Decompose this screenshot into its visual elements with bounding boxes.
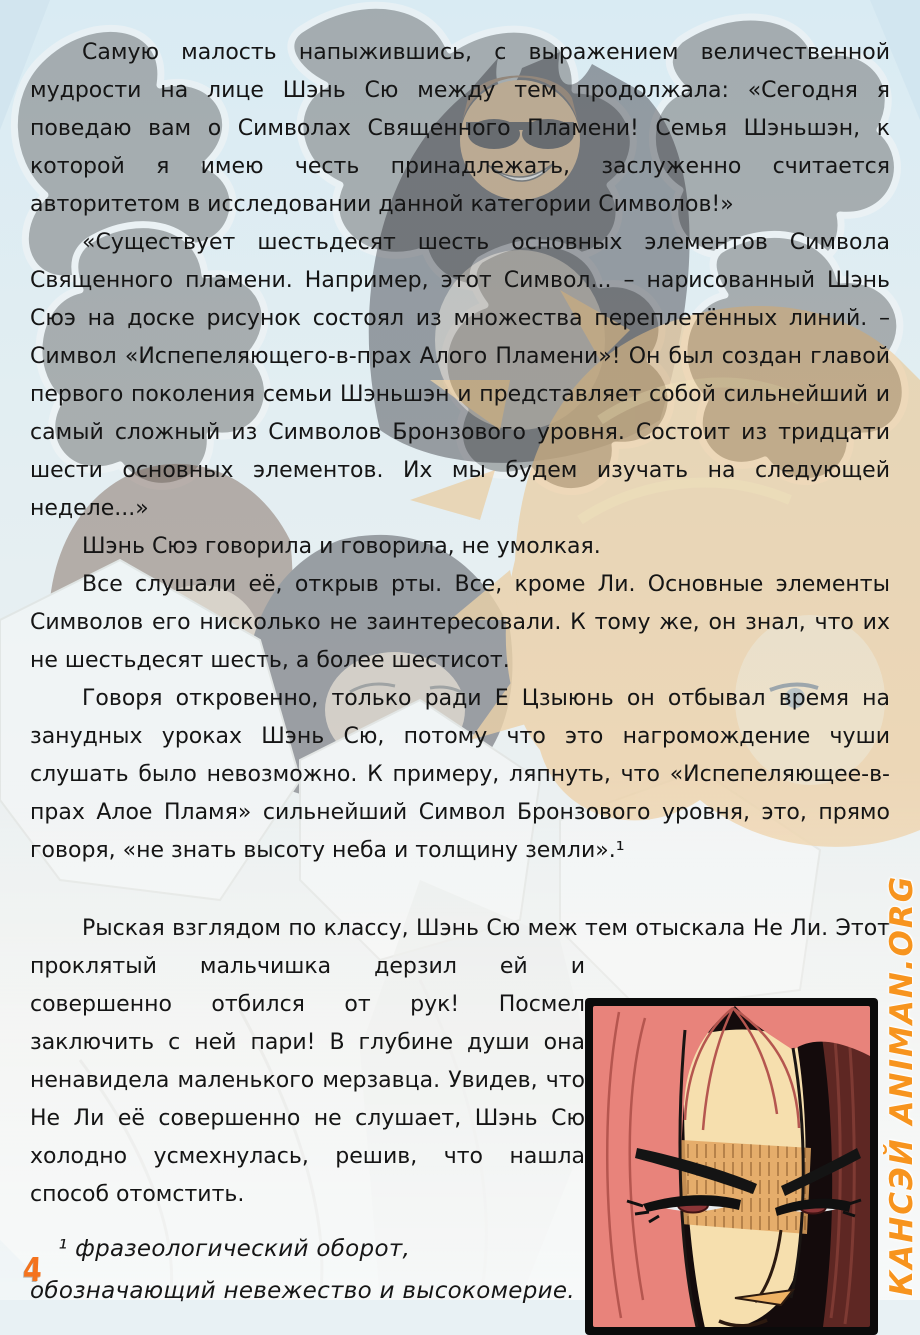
site-watermark: КАНСЭЙ ANIMAN.ORG xyxy=(884,874,920,1296)
paragraph-1: Самую малость напыжившись, с выражением величественной мудрости на лице Шэнь Сю между тем продолжала: «Сегодня я поведаю вам о Символах Священного Пламени! Семья Шэньшэн, к которой я имею честь принадлежать, заслуженно считается авторитетом в исследовании данной категории Символов!» xyxy=(30,40,890,217)
last-section xyxy=(30,910,890,1312)
paragraph-5: Говоря откровенно, только ради Е Цзыюнь он отбывал время на занудных уроках Шэнь Сю, потому что это нагромождение чуши слушать было невозможно. К примеру, ляпнуть, что «Испепеляющее-в-прах Алое Пламя» сильнейший Символ Бронзового уровня, это, прямо говоря, «не знать высоту неба и толщину земли».¹ xyxy=(30,686,890,863)
story-text xyxy=(30,34,890,1335)
angry-woman-portrait xyxy=(585,998,878,1335)
paragraph-2: «Существует шестьдесят шесть основных элементов Символа Священного пламени. Например, этот Символ... – нарисованный Шэнь Сюэ на доске рисунок состоял из множества переплетённых линий. – Символ «Испепеляющего-в-прах Алого Пламени»! Он был создан главой первого поколения семьи Шэньшэн и представляет собой сильнейший и самый сложный из Символов Бронзового уровня. Состоит из тридцати шести основных элементов. Их мы будем изучать на следующей неделе...» xyxy=(30,230,890,521)
footnote: ¹ фразеологический оборот, обозначающий невежество и высокомерие. xyxy=(30,1236,575,1304)
portrait-inset xyxy=(585,910,890,1335)
paragraph-6: Рыская взглядом по классу, Шэнь Сю меж тем отыскала Не Ли. Этот проклятый мальчишка дерзил ей и совершенно отбился от рук! Посмел заключить с ней пари! В глубине души она ненавидела маленького мерзавца. Увидев, что Не Ли её совершенно не слушает, Шэнь Сю холодно усмехнулась, решив, что нашла способ отомстить. xyxy=(30,916,890,1207)
paragraph-3: Шэнь Сюэ говорила и говорила, не умолкая. xyxy=(82,534,601,559)
page-number: 4 xyxy=(22,1250,43,1289)
paragraph-4: Все слушали её, открыв рты. Все, кроме Ли. Основные элементы Символов его нисколько не заинтересовали. К тому же, он знал, что их не шестьдесят шесть, а более шестисот. xyxy=(30,572,890,673)
